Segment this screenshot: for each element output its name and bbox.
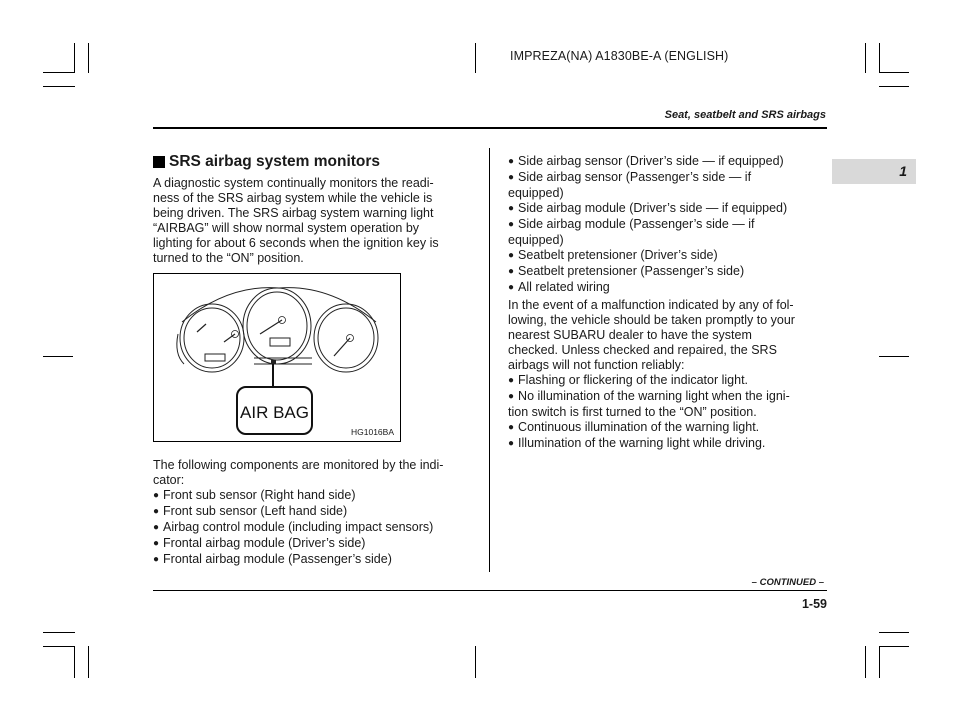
list-item — [508, 264, 828, 280]
list-item — [508, 154, 828, 170]
list-item — [153, 520, 483, 536]
components-list-right — [508, 154, 828, 296]
paragraph-line: The following components are monitored by the indi- — [153, 458, 444, 472]
footer-rule — [153, 590, 827, 591]
paragraph-line: cator: — [153, 473, 185, 487]
bullet-icon: ● — [153, 506, 160, 517]
chapter-number: 1 — [899, 163, 907, 179]
paragraph-line: turned to the “ON” position. — [153, 251, 304, 265]
list-item — [508, 248, 828, 264]
list-item-text: Frontal airbag module (Passenger’s side) — [163, 552, 392, 566]
list-item-text: Side airbag module (Passenger’s side — if — [518, 217, 755, 231]
bullet-icon: ● — [508, 172, 515, 183]
list-item-text: Seatbelt pretensioner (Passenger’s side) — [518, 264, 745, 278]
list-item — [508, 280, 828, 296]
components-list-left — [153, 488, 483, 568]
continued-label: – CONTINUED – — [751, 577, 824, 588]
list-item — [153, 552, 483, 568]
list-item-text: Front sub sensor (Left hand side) — [163, 504, 348, 518]
bullet-icon: ● — [508, 282, 515, 293]
figure-id: HG1016BA — [351, 427, 394, 437]
list-item — [508, 420, 828, 436]
list-item-text: Continuous illumination of the warning light. — [518, 420, 760, 434]
list-item — [508, 436, 828, 452]
section-title: Seat, seatbelt and SRS airbags — [664, 109, 826, 121]
list-item — [508, 389, 828, 420]
bullet-icon: ● — [153, 554, 160, 565]
paragraph-line: A diagnostic system continually monitors the readi- — [153, 176, 434, 190]
list-item — [153, 536, 483, 552]
column-divider — [489, 148, 490, 572]
components-intro — [153, 458, 473, 488]
paragraph-line: lowing, the vehicle should be taken promptly to your — [508, 313, 795, 327]
intro-paragraph — [153, 176, 473, 266]
bullet-icon: ● — [508, 203, 515, 214]
bullet-icon: ● — [153, 490, 160, 501]
bullet-icon: ● — [508, 250, 515, 261]
chapter-tab — [832, 159, 916, 184]
paragraph-line: being driven. The SRS airbag system warning light — [153, 206, 434, 220]
list-item — [153, 504, 483, 520]
list-item-text: Illumination of the warning light while driving. — [518, 436, 766, 450]
bullet-icon: ● — [508, 438, 515, 449]
heading-square-icon — [153, 156, 165, 168]
list-item — [508, 217, 828, 248]
heading-text: SRS airbag system monitors — [169, 153, 381, 170]
list-item — [153, 488, 483, 504]
paragraph-line: airbags will not function reliably: — [508, 358, 685, 372]
bullet-icon: ● — [508, 375, 515, 386]
list-item-text: tion switch is first turned to the “ON” position. — [508, 405, 757, 419]
page-number: 1-59 — [801, 597, 827, 611]
paragraph-line: In the event of a malfunction indicated by any of fol- — [508, 298, 794, 312]
instrument-cluster-illustration — [154, 274, 400, 441]
list-item — [508, 170, 828, 201]
bullet-icon: ● — [508, 422, 515, 433]
bullet-icon: ● — [508, 391, 515, 402]
paragraph-line: nearest SUBARU dealer to have the system — [508, 328, 752, 342]
list-item-text: Frontal airbag module (Driver’s side) — [163, 536, 366, 550]
airbag-callout-text: AIR BAG — [240, 403, 309, 422]
paragraph-line: checked. Unless checked and repaired, the SRS — [508, 343, 777, 357]
bullet-icon: ● — [508, 156, 515, 167]
bullet-icon: ● — [508, 219, 515, 230]
header-rule — [153, 127, 827, 129]
list-item-text: equipped) — [508, 233, 564, 247]
paragraph-line: lighting for about 6 seconds when the ignition key is — [153, 236, 439, 250]
list-item-text: Side airbag sensor (Driver’s side — if equipped) — [518, 154, 784, 168]
bullet-icon: ● — [153, 522, 160, 533]
list-item-text: All related wiring — [518, 280, 610, 294]
malfunction-paragraph — [508, 298, 828, 373]
list-item-text: Side airbag sensor (Passenger’s side — if — [518, 170, 752, 184]
bullet-icon: ● — [153, 538, 160, 549]
malfunction-list — [508, 373, 828, 452]
list-item — [508, 373, 828, 389]
list-item-text: equipped) — [508, 186, 564, 200]
list-item-text: Seatbelt pretensioner (Driver’s side) — [518, 248, 718, 262]
bullet-icon: ● — [508, 266, 515, 277]
document-code: IMPREZA(NA) A1830BE-A (ENGLISH) — [510, 49, 729, 63]
list-item-text: Airbag control module (including impact sensors) — [163, 520, 434, 534]
list-item — [508, 201, 828, 217]
paragraph-line: “AIRBAG” will show normal system operation by — [153, 221, 420, 235]
instrument-cluster-figure — [153, 273, 401, 442]
paragraph-line: ness of the SRS airbag system while the vehicle is — [153, 191, 433, 205]
list-item-text: Side airbag module (Driver’s side — if equipped) — [518, 201, 788, 215]
list-item-text: Flashing or flickering of the indicator light. — [518, 373, 749, 387]
list-item-text: Front sub sensor (Right hand side) — [163, 488, 356, 502]
list-item-text: No illumination of the warning light when the igni- — [518, 389, 790, 403]
section-heading — [153, 153, 380, 171]
